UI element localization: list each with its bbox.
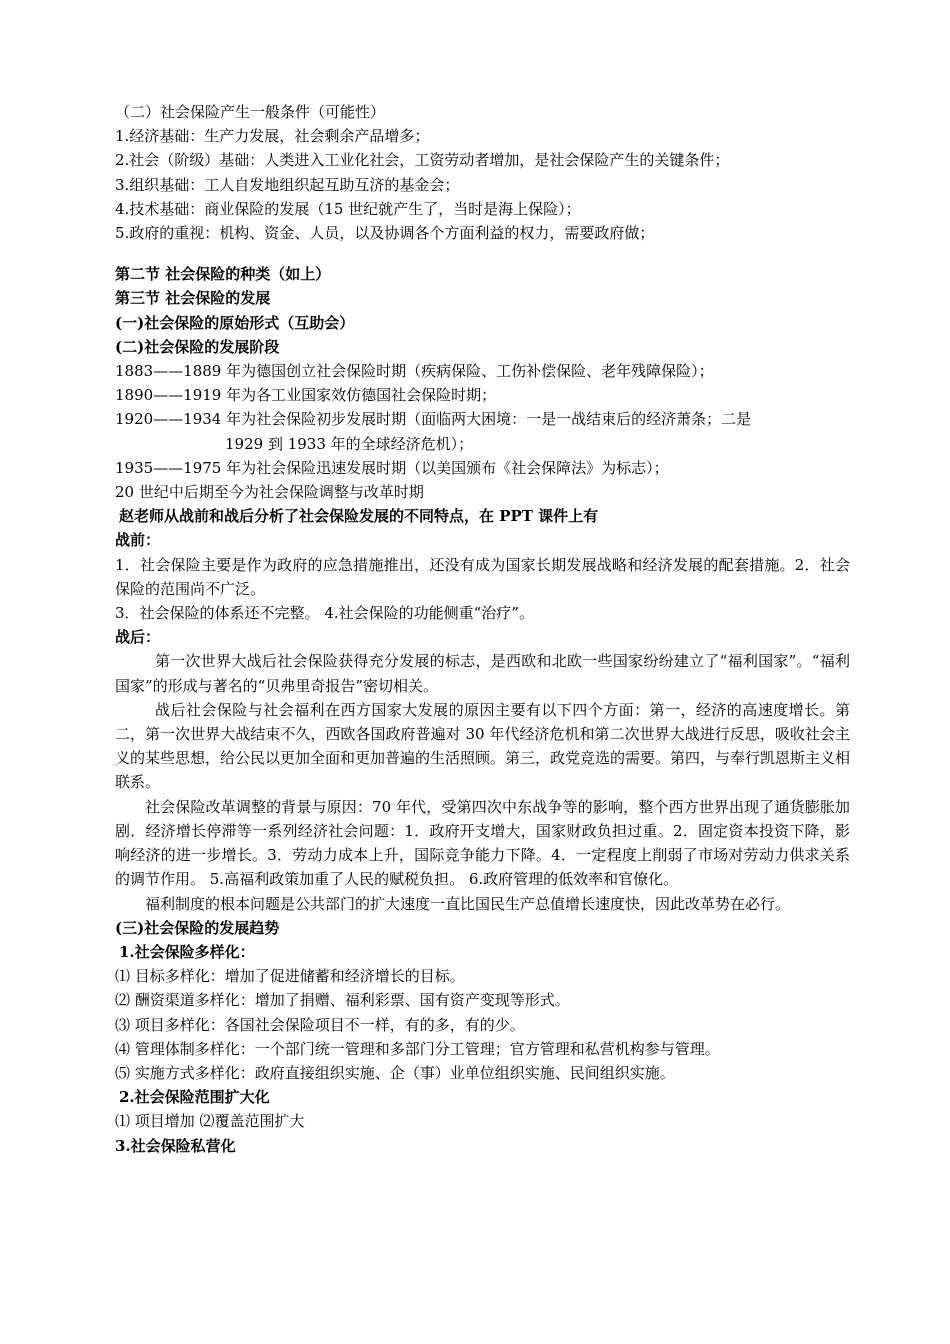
stage-item: 1883——1889 年为德国创立社会保险时期（疾病保险、工伤补偿保险、老年残障保险）；: [115, 362, 714, 381]
stage-item: 1920——1934 年为社会保险初步发展时期（面临两大困境：一是一战结束后的经济萧条；二是: [115, 410, 752, 429]
prewar-label: 战前：: [115, 531, 161, 550]
section-heading: 第二节 社会保险的种类（如上）: [115, 265, 331, 284]
trend-heading: 2.社会保险范围扩大化: [119, 1088, 270, 1107]
trend-item: ⑴ 项目增加 ⑵覆盖范围扩大: [115, 1112, 305, 1131]
document-page: [115, 100, 850, 1158]
prewar-paragraph: 1．社会保险主要是作为政府的应急措施推出，还没有成为国家长期发展战略和经济发展的配套措施。2．社会保险的范围尚不广泛。: [115, 555, 850, 598]
blank-line: [115, 245, 850, 262]
teacher-note: 赵老师从战前和战后分析了社会保险发展的不同特点，在 PPT 课件上有: [119, 507, 599, 526]
trend-item: ⑵ 酬资渠道多样化：增加了捐赠、福利彩票、国有资产变现等形式。: [115, 991, 570, 1010]
postwar-paragraph: 战后社会保险与社会福利在西方国家大发展的原因主要有以下四个方面：第一，经济的高速度增长。第二，第一次世界大战结束不久，西欧各国政府普遍对 30 年代经济危机和第二次世界大战进行反思，吸收社会主义的某些思想，给公民以更加全面和更加普遍的生活照顾。第三，政党竞选的需要。第四，与奉行凯恩斯主义相联系。: [115, 700, 851, 792]
subsection-heading: (二)社会保险的发展阶段: [115, 337, 280, 356]
reform-paragraph: 社会保险改革调整的背景与原因：70 年代，受第四次中东战争等的影响，整个西方世界出现了通货膨胀加剧．经济增长停滞等一系列经济社会问题：1．政府开支增大，国家财政负担过重。2．固定资本投资下降，影响经济的进一步增长。3．劳动力成本上升，国际竞争能力下降。4．一定程度上削弱了市场对劳动力供求关系的调节作用。 5.高福利政策加重了人民的赋税负担。 6.政府管理的低效率和官僚化。: [115, 797, 850, 889]
trend-item: ⑸ 实施方式多样化：政府直接组织实施、企（事）业单位组织实施、民间组织实施。: [115, 1063, 675, 1082]
trend-item: ⑶ 项目多样化：各国社会保险项目不一样，有的多，有的少。: [115, 1015, 525, 1034]
subsection-heading: (一)社会保险的原始形式（互助会）: [115, 313, 355, 332]
trend-item: ⑴ 目标多样化：增加了促进储蓄和经济增长的目标。: [115, 967, 465, 986]
trend-heading: 1.社会保险多样化：: [119, 942, 255, 961]
condition-item: 2.社会（阶级）基础：人类进入工业化社会，工资劳动者增加，是社会保险产生的关键条件；: [115, 151, 730, 170]
prewar-paragraph: 3．社会保险的体系还不完整。 4.社会保险的功能侧重“治疗”。: [115, 604, 534, 623]
conditions-heading: （二）社会保险产生一般条件（可能性）: [115, 103, 386, 121]
stage-item: 1890——1919 年为各工业国家效仿德国社会保险时期；: [115, 386, 497, 405]
condition-item: 3.组织基础：工人自发地组织起互助互济的基金会；: [115, 175, 460, 194]
section-heading: 第三节 社会保险的发展: [115, 289, 271, 308]
stage-item: 1935——1975 年为社会保险迅速发展时期（以美国颁布《社会保障法》为标志）；: [115, 458, 669, 477]
stage-item-continuation: 1929 到 1933 年的全球经济危机）；: [225, 434, 474, 453]
stage-item: 20 世纪中后期至今为社会保险调整与改革时期: [115, 483, 424, 502]
postwar-label: 战后：: [115, 628, 161, 647]
trends-heading: (三)社会保险的发展趋势: [115, 918, 280, 937]
postwar-paragraph: 第一次世界大战后社会保险获得充分发展的标志，是西欧和北欧一些国家纷纷建立了“福利国家”。“福利国家”的形成与著名的“贝弗里奇报告”密切相关。: [115, 652, 850, 695]
trend-item: ⑷ 管理体制多样化：一个部门统一管理和多部门分工管理；官方管理和私营机构参与管理。: [115, 1039, 720, 1058]
condition-item: 4.技术基础：商业保险的发展（15 世纪就产生了，当时是海上保险）；: [115, 199, 581, 218]
trend-heading: 3.社会保险私营化: [115, 1136, 236, 1155]
welfare-paragraph: 福利制度的根本问题是公共部门的扩大速度一直比国民生产总值增长速度快，因此改革势在必行。: [145, 894, 791, 913]
condition-item: 5.政府的重视：机构、资金、人员，以及协调各个方面利益的权力，需要政府做；: [115, 224, 655, 243]
condition-item: 1.经济基础：生产力发展，社会剩余产品增多；: [115, 127, 430, 146]
